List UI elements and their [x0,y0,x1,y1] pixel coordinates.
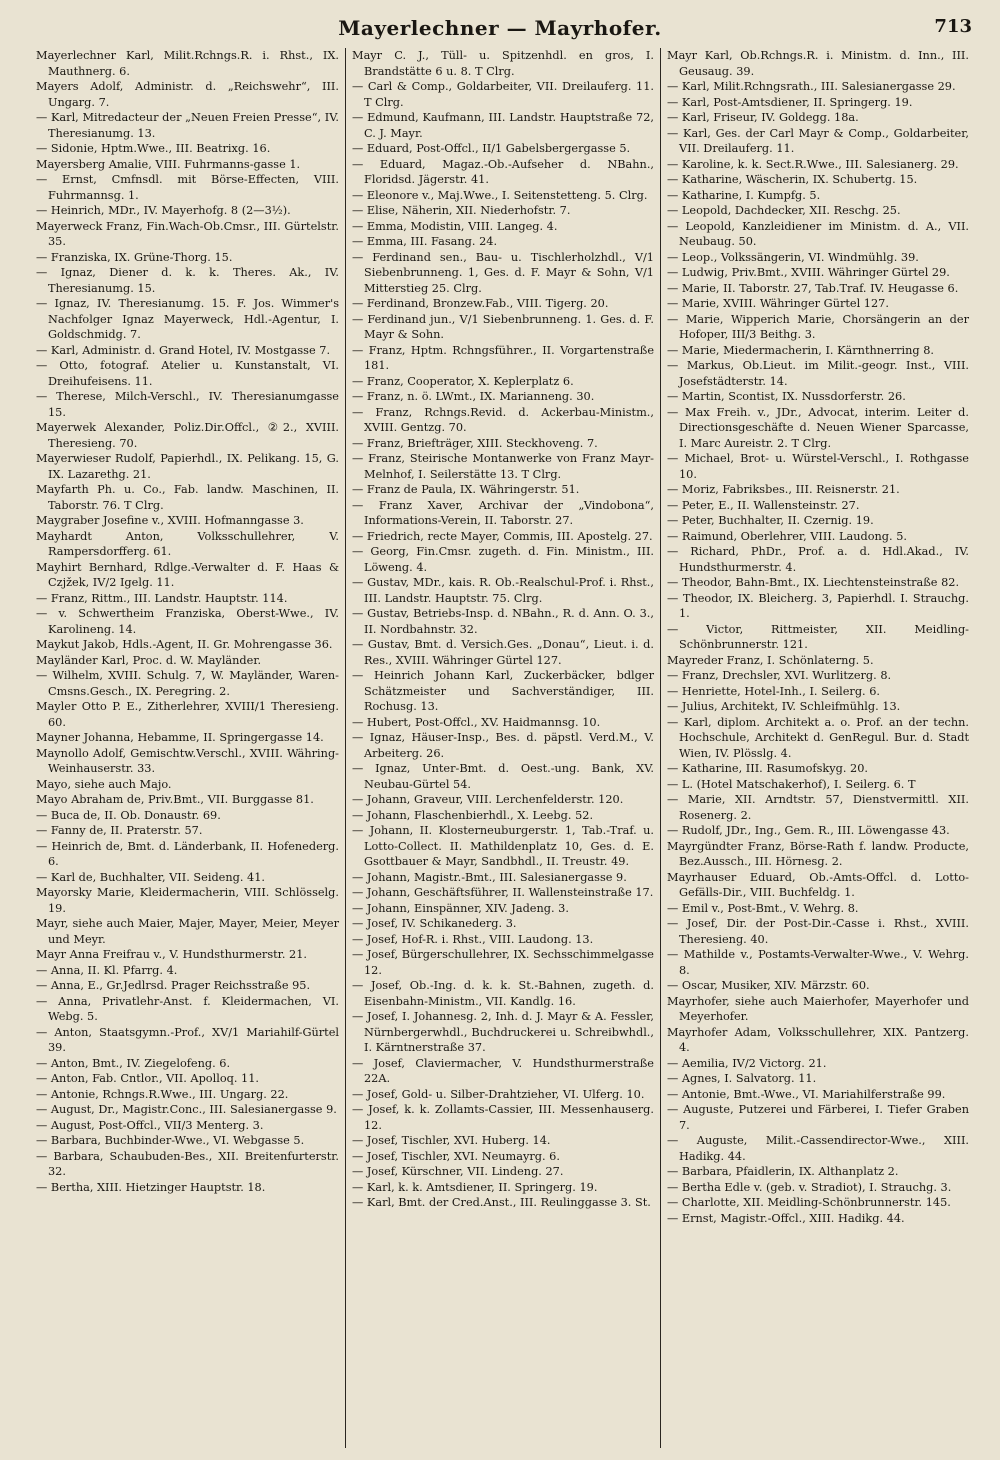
directory-entry: Mayr C. J., Tüll- u. Spitzenhdl. en gros, I. Brandstätte 6 u. 8. T Clrg. [352,49,654,78]
directory-entry: — Franz Xaver, Archivar der „Vindobona“, Informations-Verein, II. Taborstr. 27. [352,498,654,527]
directory-entry: — Johann, Graveur, VIII. Lerchenfelderstr. 120. [352,793,624,806]
directory-entry: — Peter, E., II. Wallensteinstr. 27. [667,498,860,512]
directory-entry: — Marie, XII. Arndtstr. 57, Dienstvermittl. XII. Rosenerg. 2. [667,793,969,822]
directory-entry: — Ignaz, Diener d. k. k. Theres. Ak., IV. Theresianumg. 15. [36,266,339,295]
directory-entry: — Julius, Architekt, IV. Schleifmühlg. 13. [667,700,901,713]
directory-entry: — Elise, Näherin, XII. Niederhofstr. 7. [352,204,571,217]
directory-entry: — Anton, Staatsgymn.-Prof., XV/1 Mariahilf-Gürtel 39. [36,1025,339,1054]
directory-entry: — Anton, Bmt., IV. Ziegelofeng. 6. [36,1056,231,1070]
directory-entry: — Karl, Ges. der Carl Mayr & Comp., Goldarbeiter, VII. Dreilauferg. 11. [667,126,969,155]
directory-entry: — Josef, Bürgerschullehrer, IX. Sechsschimmelgasse 12. [352,948,654,977]
directory-entry: — Johann, Einspänner, XIV. Jadeng. 3. [352,901,569,915]
directory-entry: — Karl, Administr. d. Grand Hotel, IV. Mostgasse 7. [36,343,331,357]
directory-entry: — Leopold, Kanzleidiener im Ministm. d. A., VII. Neubaug. 50. [667,219,969,248]
directory-entry: Mayo Abraham de, Priv.Bmt., VII. Burggasse 81. [36,793,314,806]
directory-entry: — Georg, Fin.Cmsr. zugeth. d. Fin. Ministm., III. Löweng. 4. [352,545,654,574]
directory-entry: — Karl, Friseur, IV. Goldegg. 18a. [667,111,859,124]
directory-entry: — Franziska, IX. Grüne-Thorg. 15. [36,250,233,264]
directory-entry: — Josef, Ob.-Ing. d. k. k. St.-Bahnen, zugeth. d. Eisenbahn-Ministm., VII. Kandlg. 16. [352,979,654,1008]
directory-entry: — Anna, E., Gr.Jedlrsd. Prager Reichsstraße 95. [36,979,311,992]
directory-entry: Mayorsky Marie, Kleidermacherin, VIII. Schlösselg. 19. [36,886,339,915]
directory-entry: — Antonie, Rchngs.R.Wwe., III. Ungarg. 22. [36,1087,289,1101]
directory-entry: — Josef, Tischler, XVI. Neumayrg. 6. [352,1149,560,1163]
directory-entry: — Karl, k. k. Amtsdiener, II. Springerg. 19. [352,1180,598,1194]
directory-entry: — Eduard, Post-Offcl., II/1 Gabelsbergergasse 5. [352,142,631,155]
directory-entry: — Karl, diplom. Architekt a. o. Prof. an der techn. Hochschule, Architekt d. GenRegul. Bur. d. Stadt Wien, IV. Plösslg. 4. [667,715,969,760]
directory-entry: Mayrhofer Adam, Volksschullehrer, XIX. Pantzerg. 4. [667,1025,969,1054]
directory-entry: — Marie, XVIII. Währinger Gürtel 127. [667,297,889,310]
directory-entry: — Barbara, Schaubuden-Bes., XII. Breitenfurterstr. 32. [36,1149,339,1178]
directory-entry: — Josef, Kürschner, VII. Lindeng. 27. [352,1165,564,1178]
directory-entry: — v. Schwertheim Franziska, Oberst-Wwe., IV. Karolineng. 14. [36,607,339,636]
directory-entry: — Mathilde v., Postamts-Verwalter-Wwe., V. Wehrg. 8. [667,948,969,977]
directory-entry: — Josef, k. k. Zollamts-Cassier, III. Messenhauserg. 12. [352,1103,654,1132]
directory-entry: — Otto, fotograf. Atelier u. Kunstanstalt, VI. Dreihufeisens. 11. [36,359,339,388]
directory-entry: — Ignaz, IV. Theresianumg. 15. F. Jos. Wimmer's Nachfolger Ignaz Mayerweck, Hdl.-Agentur, I. Goldschmidg. 7. [36,297,339,341]
directory-entry: — Emil v., Post-Bmt., V. Wehrg. 8. [667,901,859,915]
directory-entry: — Friedrich, recte Mayer, Commis, III. Apostelg. 27. [352,529,653,543]
directory-entry: Maykut Jakob, Hdls.-Agent, II. Gr. Mohrengasse 36. [36,638,333,651]
directory-entry: — Karl, Bmt. der Cred.Anst., III. Reulinggasse 3. St. [352,1196,651,1209]
directory-entry: — Anna, II. Kl. Pfarrg. 4. [36,963,178,977]
directory-entry: — Barbara, Pfaidlerin, IX. Althanplatz 2. [667,1165,899,1178]
directory-entry: — Ignaz, Unter-Bmt. d. Oest.-ung. Bank, XV. Neubau-Gürtel 54. [352,762,654,791]
directory-entry: — Peter, Buchhalter, II. Czernig. 19. [667,514,874,527]
directory-entry: — Franz, n. ö. LWmt., IX. Marianneng. 30. [352,390,595,403]
directory-entry: — August, Post-Offcl., VII/3 Menterg. 3. [36,1118,264,1132]
directory-entry: — Katharine, III. Rasumofskyg. 20. [667,762,869,775]
directory-entry: Mayo, siehe auch Majo. [36,777,172,791]
directory-entry: — Leop., Volkssängerin, VI. Windmühlg. 39. [667,250,919,264]
directory-entry: — Josef, Claviermacher, V. Hundsthurmerstraße 22A. [352,1056,654,1085]
directory-entry: Mayler Otto P. E., Zitherlehrer, XVIII/1 Theresieng. 60. [36,700,339,729]
directory-entry: Maynollo Adolf, Gemischtw.Verschl., XVIII. Währing-Weinhauserstr. 33. [36,746,339,775]
directory-entry: — Ferdinand sen., Bau- u. Tischlerholzhdl., V/1 Siebenbrunneng. 1, Ges. d. F. Mayr & Sohn, V/1 Mitterstieg 25. Clrg. [352,250,654,295]
directory-entry: — Ernst, Magistr.-Offcl., XIII. Hadikg. 44. [667,1211,905,1225]
directory-entry: — Josef, Hof-R. i. Rhst., VIII. Laudong. 13. [352,932,594,946]
directory-entry: — Buca de, II. Ob. Donaustr. 69. [36,808,221,822]
directory-entry: — Henriette, Hotel-Inh., I. Seilerg. 6. [667,684,881,698]
directory-entry: — Barbara, Buchbinder-Wwe., VI. Webgasse 5. [36,1134,305,1147]
directory-entry: Mayerlechner Karl, Milit.Rchngs.R. i. Rhst., IX. Mauthnerg. 6. [36,49,339,78]
column-1 [30,48,345,1448]
directory-entry: — Marie, II. Taborstr. 27, Tab.Traf. IV. Heugasse 6. [667,281,959,295]
directory-entry: — Johann, II. Klosterneuburgerstr. 1, Tab.-Traf. u. Lotto-Collect. II. Mathildenplatz 10, Ges. d. E. Gsottbauer & Mayr, Sandbhdl., II. Treustr. 49. [352,824,654,868]
column-2 [345,48,660,1448]
directory-entry: — Eleonore v., Maj.Wwe., I. Seitenstetteng. 5. Clrg. [352,188,648,202]
directory-entry: — Anton, Fab. Cntlor., VII. Apolloq. 11. [36,1072,260,1085]
directory-entry: — Ludwig, Priv.Bmt., XVIII. Währinger Gürtel 29. [667,266,950,279]
directory-entry: — Bertha Edle v. (geb. v. Stradiot), I. Strauchg. 3. [667,1180,952,1194]
directory-entry: — Franz, Cooperator, X. Keplerplatz 6. [352,374,574,388]
page-header [0,10,1000,46]
directory-entry: — Michael, Brot- u. Würstel-Verschl., I. Rothgasse 10. [667,452,969,481]
directory-entry: — Rudolf, JDr., Ing., Gem. R., III. Löwengasse 43. [667,824,950,837]
directory-entry: Mayländer Karl, Proc. d. W. Mayländer. [36,653,262,667]
directory-entry: Maygraber Josefine v., XVIII. Hofmanngasse 3. [36,514,304,527]
page-number: 713 [934,16,972,37]
directory-entry: — Ferdinand jun., V/1 Siebenbrunneng. 1. Ges. d. F. Mayr & Sohn. [352,312,654,341]
directory-entry: — Franz, Drechsler, XVI. Wurlitzerg. 8. [667,669,892,682]
directory-entry: — Oscar, Musiker, XIV. Märzstr. 60. [667,979,870,992]
directory-entry: — Emma, III. Fasang. 24. [352,235,498,248]
directory-entry: Mayerwieser Rudolf, Papierhdl., IX. Pelikang. 15, G. IX. Lazarethg. 21. [36,452,339,481]
directory-entry: — Ferdinand, Bronzew.Fab., VIII. Tigerg. 20. [352,297,609,310]
directory-entry: — Theodor, IX. Bleicherg. 3, Papierhdl. I. Strauchg. 1. [667,591,969,620]
directory-entry: — Josef, Tischler, XVI. Huberg. 14. [352,1134,551,1147]
directory-entry: — Martin, Scontist, IX. Nussdorferstr. 26. [667,390,906,403]
directory-entry: — Karoline, k. k. Sect.R.Wwe., III. Salesianerg. 29. [667,157,959,171]
directory-entry: — Theodor, Bahn-Bmt., IX. Liechtensteinstraße 82. [667,576,960,589]
directory-entry: — Johann, Geschäftsführer, II. Wallensteinstraße 17. [352,886,654,899]
directory-entry: — Therese, Milch-Verschl., IV. Theresianumgasse 15. [36,390,339,419]
directory-entry: Mayrhofer, siehe auch Maierhofer, Mayerhofer und Meyerhofer. [667,994,969,1023]
directory-entry: — Carl & Comp., Goldarbeiter, VII. Dreilauferg. 11. T Clrg. [352,80,654,109]
directory-entry: — Auguste, Putzerei und Färberei, I. Tiefer Graben 7. [667,1103,969,1132]
directory-entry: — Charlotte, XII. Meidling-Schönbrunnerstr. 145. [667,1196,951,1209]
directory-entry: Mayr, siehe auch Maier, Majer, Mayer, Meier, Meyer und Meyr. [36,917,339,946]
directory-entry: — Josef, I. Johannesg. 2, Inh. d. J. Mayr & A. Fessler, Nürnbergerwhdl., Buchdruckerei u. Schreibwhdl., I. Kärntnerstraße 37. [352,1010,654,1054]
directory-entry: — Antonie, Bmt.-Wwe., VI. Mariahilferstraße 99. [667,1087,946,1101]
directory-entry: — Josef, IV. Schikanederg. 3. [352,917,517,930]
directory-entry: Mayr Karl, Ob.Rchngs.R. i. Ministm. d. Inn., III. Geusaug. 39. [667,49,969,78]
directory-entry: — Franz, Rchngs.Revid. d. Ackerbau-Ministm., XVIII. Gentzg. 70. [352,405,654,434]
directory-entry: — L. (Hotel Matschakerhof), I. Seilerg. 6. T [667,777,916,791]
directory-entry: Mayerweck Franz, Fin.Wach-Ob.Cmsr., III. Gürtelstr. 35. [36,219,339,248]
directory-entry: — Johann, Magistr.-Bmt., III. Salesianergasse 9. [352,870,627,884]
directory-entry: — Franz, Hptm. Rchngsführer., II. Vorgartenstraße 181. [352,343,654,372]
directory-entry: — Karl, Post-Amtsdiener, II. Springerg. 19. [667,95,913,109]
column-3 [660,48,975,1448]
directory-entry: — Markus, Ob.Lieut. im Milit.-geogr. Inst., VIII. Josefstädterstr. 14. [667,359,969,388]
directory-entry: Mayersberg Amalie, VIII. Fuhrmanns-gasse 1. [36,157,301,171]
directory-entry: — Katharine, I. Kumpfg. 5. [667,188,821,202]
directory-entry: Mayfarth Ph. u. Co., Fab. landw. Maschinen, II. Taborstr. 76. T Clrg. [36,483,339,512]
directory-entry: Mayers Adolf, Administr. d. „Reichswehr“, III. Ungarg. 7. [36,80,339,109]
directory-entry: — Heinrich, MDr., IV. Mayerhofg. 8 (2—3½). [36,204,291,217]
directory-entry: Mayner Johanna, Hebamme, II. Springergasse 14. [36,731,324,744]
directory-entry: Mayrgündter Franz, Börse-Rath f. landw. Producte, Bez.Aussch., III. Hörnesg. 2. [667,839,969,868]
directory-entry: — Anna, Privatlehr-Anst. f. Kleidermachen, VI. Webg. 5. [36,994,339,1023]
directory-entry: — Wilhelm, XVIII. Schulg. 7, W. Mayländer, Waren-Cmsns.Gesch., IX. Peregring. 2. [36,669,339,698]
directory-entry: — Victor, Rittmeister, XII. Meidling-Schönbrunnerstr. 121. [667,622,969,651]
directory-entry: — Eduard, Magaz.-Ob.-Aufseher d. NBahn., Floridsd. Jägerstr. 41. [352,157,654,186]
directory-entry: — Richard, PhDr., Prof. a. d. Hdl.Akad., IV. Hundsthurmerstr. 4. [667,545,969,574]
directory-entry: — Gustav, Bmt. d. Versich.Ges. „Donau“, Lieut. i. d. Res., XVIII. Währinger Gürtel 127. [352,638,654,667]
directory-entry: — Agnes, I. Salvatorg. 11. [667,1072,817,1085]
directory-entry: — Ignaz, Häuser-Insp., Bes. d. päpstl. Verd.M., V. Arbeiterg. 26. [352,731,654,760]
directory-entry: — Gustav, MDr., kais. R. Ob.-Realschul-Prof. i. Rhst., III. Landstr. Hauptstr. 75. Clrg. [352,576,654,605]
directory-entry: — Raimund, Oberlehrer, VIII. Laudong. 5. [667,529,907,543]
directory-entry: — Karl, Mitredacteur der „Neuen Freien Presse“, IV. Theresianumg. 13. [36,111,339,140]
directory-entry: Mayr Anna Freifrau v., V. Hundsthurmerstr. 21. [36,948,307,961]
directory-entry: Mayrhauser Eduard, Ob.-Amts-Offcl. d. Lotto-Gefälls-Dir., VIII. Buchfeldg. 1. [667,870,969,899]
directory-entry: — Marie, Wipperich Marie, Chorsängerin an der Hofoper, III/3 Beithg. 3. [667,312,969,341]
directory-entry: Mayhirt Bernhard, Rdlge.-Verwalter d. F. Haas & Czjžek, IV/2 Igelg. 11. [36,560,339,589]
directory-entry: — Leopold, Dachdecker, XII. Reschg. 25. [667,204,901,217]
directory-entry: — Franz, Steirische Montanwerke von Franz Mayr-Melnhof, I. Seilerstätte 13. T Clrg. [352,452,654,481]
directory-entry: — Heinrich Johann Karl, Zuckerbäcker, bdlger Schätzmeister und Sachverständiger, III. Rochusg. 13. [352,669,654,713]
directory-entry: — Karl, Milit.Rchngsrath., III. Salesianergasse 29. [667,80,956,93]
directory-entry: — Moriz, Fabriksbes., III. Reisnerstr. 21. [667,483,900,496]
directory-entry: — Josef, Gold- u. Silber-Drahtzieher, VI. Ulferg. 10. [352,1087,645,1101]
directory-entry: — Aemilia, IV/2 Victorg. 21. [667,1056,827,1070]
directory-entry: Mayerwek Alexander, Poliz.Dir.Offcl., ②2., XVIII. Theresieng. 70. [36,421,339,450]
directory-entry: — Marie, Miedermacherin, I. Kärnthnerring 8. [667,343,935,357]
directory-entry: — Bertha, XIII. Hietzinger Hauptstr. 18. [36,1180,266,1194]
directory-entry: — Franz de Paula, IX. Währingerstr. 51. [352,483,580,496]
directory-entry: — Franz, Briefträger, XIII. Steckhoveng. 7. [352,436,598,450]
directory-entry: — Karl de, Buchhalter, VII. Seideng. 41. [36,870,266,884]
columns [30,48,976,1448]
directory-entry: — Heinrich de, Bmt. d. Länderbank, II. Hofenederg. 6. [36,839,339,868]
directory-entry: — Gustav, Betriebs-Insp. d. NBahn., R. d. Ann. O. 3., II. Nordbahnstr. 32. [352,607,654,636]
directory-entry: — Josef, Dir. der Post-Dir.-Casse i. Rhst., XVIII. Theresieng. 40. [667,917,969,946]
directory-entry: — Auguste, Milit.-Cassendirector-Wwe., XIII. Hadikg. 44. [667,1134,969,1163]
directory-entry: — Sidonie, Hptm.Wwe., III. Beatrixg. 16. [36,142,271,155]
directory-entry: — Hubert, Post-Offcl., XV. Haidmannsg. 10. [352,715,601,729]
directory-entry: Mayreder Franz, I. Schönlaterng. 5. [667,653,874,667]
directory-entry: — Johann, Flaschenbierhdl., X. Leebg. 52. [352,808,594,822]
directory-entry: — Max Freih. v., JDr., Advocat, interim. Leiter d. Directionsgeschäfte d. Neuen Wiener Sparcasse, I. Marc Aureistr. 2. T Clrg. [667,405,969,450]
directory-entry: Mayhardt Anton, Volksschullehrer, V. Rampersdorfferg. 61. [36,529,339,558]
directory-entry: — Emma, Modistin, VIII. Langeg. 4. [352,219,558,233]
directory-entry: — Fanny de, II. Praterstr. 57. [36,824,203,837]
directory-entry: — August, Dr., Magistr.Conc., III. Salesianergasse 9. [36,1103,337,1116]
running-title: Mayerlechner — Mayrhofer. [338,16,662,40]
directory-entry: — Katharine, Wäscherin, IX. Schubertg. 15. [667,173,918,186]
directory-entry: — Edmund, Kaufmann, III. Landstr. Hauptstraße 72, C. J. Mayr. [352,111,654,140]
directory-entry: — Franz, Rittm., III. Landstr. Hauptstr. 114. [36,591,288,605]
directory-entry: — Ernst, Cmfnsdl. mit Börse-Effecten, VIII. Fuhrmannsg. 1. [36,173,339,202]
